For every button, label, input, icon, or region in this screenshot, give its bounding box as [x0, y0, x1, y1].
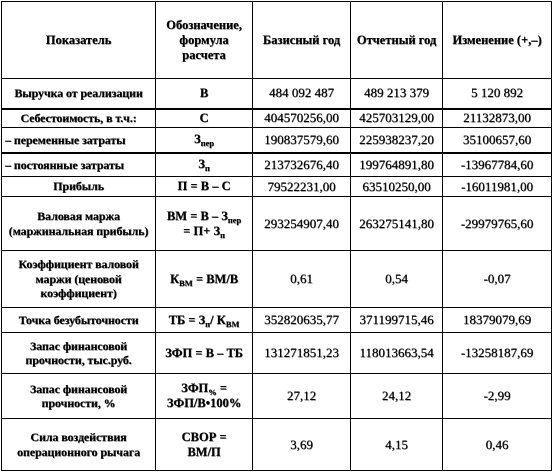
financial-indicators-table — [1, 1, 552, 471]
row-formula: $З_п$ — [156, 153, 253, 177]
row-change-value: -2,99 — [443, 374, 552, 419]
row-change-value: -29979765,60 — [443, 197, 552, 251]
row-report-value: 24,12 — [351, 374, 443, 419]
table-row — [2, 177, 552, 197]
row-formula: ТБ = $З_п/$ $К_{ВМ}$ — [156, 308, 253, 333]
row-base-value: 213732676,40 — [253, 153, 351, 177]
row-change-value: 35100657,60 — [443, 128, 552, 153]
table-row — [2, 197, 552, 251]
row-label: Сила воздействия операционного рычага — [2, 419, 156, 471]
row-base-value: 293254907,40 — [253, 197, 351, 251]
row-report-value: 0,54 — [351, 251, 443, 308]
row-base-value: 131271851,23 — [253, 333, 351, 374]
row-base-value: 484 092 487 — [253, 79, 351, 109]
row-label: Прибыль — [2, 177, 156, 197]
row-label: Запас финансовой прочности, % — [2, 374, 156, 419]
header-base-year: Базисный год — [253, 2, 351, 79]
row-report-value: 263275141,80 — [351, 197, 443, 251]
row-report-value: 118013663,54 — [351, 333, 443, 374]
row-base-value: 190837579,60 — [253, 128, 351, 153]
table-row — [2, 79, 552, 109]
table-header-row — [2, 2, 552, 79]
header-indicator: Показатель — [2, 2, 156, 79]
row-label: Выручка от реализации — [2, 79, 156, 109]
header-change: Изменение (+,–) — [443, 2, 552, 79]
row-base-value: 3,69 — [253, 419, 351, 471]
table-row — [2, 419, 552, 471]
row-change-value: -13967784,60 — [443, 153, 552, 177]
row-formula: $ЗФП_{\%}$ = ЗФП/В•100% — [156, 374, 253, 419]
row-base-value: 352820635,77 — [253, 308, 351, 333]
table-row — [2, 333, 552, 374]
row-base-value: 27,12 — [253, 374, 351, 419]
row-change-value: -0,07 — [443, 251, 552, 308]
row-formula: П = В – С — [156, 177, 253, 197]
row-label: Себестоимость, в т.ч.: — [2, 109, 156, 128]
row-formula: СВОР = ВМ/П — [156, 419, 253, 471]
row-label: – переменные затраты — [2, 128, 156, 153]
row-label: Точка безубыточности — [2, 308, 156, 333]
row-report-value: 371199715,46 — [351, 308, 443, 333]
row-base-value: 404570256,00 — [253, 109, 351, 128]
row-report-value: 225938237,20 — [351, 128, 443, 153]
row-label: – постоянные затраты — [2, 153, 156, 177]
table-row — [2, 374, 552, 419]
table-row — [2, 128, 552, 153]
row-label: Валовая маржа (маржинальная прибыль) — [2, 197, 156, 251]
row-report-value: 4,15 — [351, 419, 443, 471]
row-report-value: 199764891,80 — [351, 153, 443, 177]
row-base-value: 79522231,00 — [253, 177, 351, 197]
row-formula: В — [156, 79, 253, 109]
row-report-value: 425703129,00 — [351, 109, 443, 128]
row-label: Коэффициент валовой маржи (ценовой коэффициент) — [2, 251, 156, 308]
row-change-value: 5 120 892 — [443, 79, 552, 109]
table-row — [2, 109, 552, 128]
row-change-value: 0,46 — [443, 419, 552, 471]
row-formula: $З_{пер}$ — [156, 128, 253, 153]
table-row — [2, 153, 552, 177]
row-formula: ЗФП = В – ТБ — [156, 333, 253, 374]
table-row — [2, 308, 552, 333]
row-formula: ВМ = В – $З_{пер}$ = $П+ З_п$ — [156, 197, 253, 251]
row-formula: $К_{ВМ} = ВМ/В$ — [156, 251, 253, 308]
row-change-value: -16011981,00 — [443, 177, 552, 197]
table-row — [2, 251, 552, 308]
row-change-value: 18379079,69 — [443, 308, 552, 333]
row-base-value: 0,61 — [253, 251, 351, 308]
header-report-year: Отчетный год — [351, 2, 443, 79]
row-change-value: -13258187,69 — [443, 333, 552, 374]
row-change-value: 21132873,00 — [443, 109, 552, 128]
row-report-value: 63510250,00 — [351, 177, 443, 197]
row-label: Запас финансовой прочности, тыс.руб. — [2, 333, 156, 374]
row-formula: С — [156, 109, 253, 128]
header-designation: Обозначение, формула расчета — [156, 2, 253, 79]
row-report-value: 489 213 379 — [351, 79, 443, 109]
